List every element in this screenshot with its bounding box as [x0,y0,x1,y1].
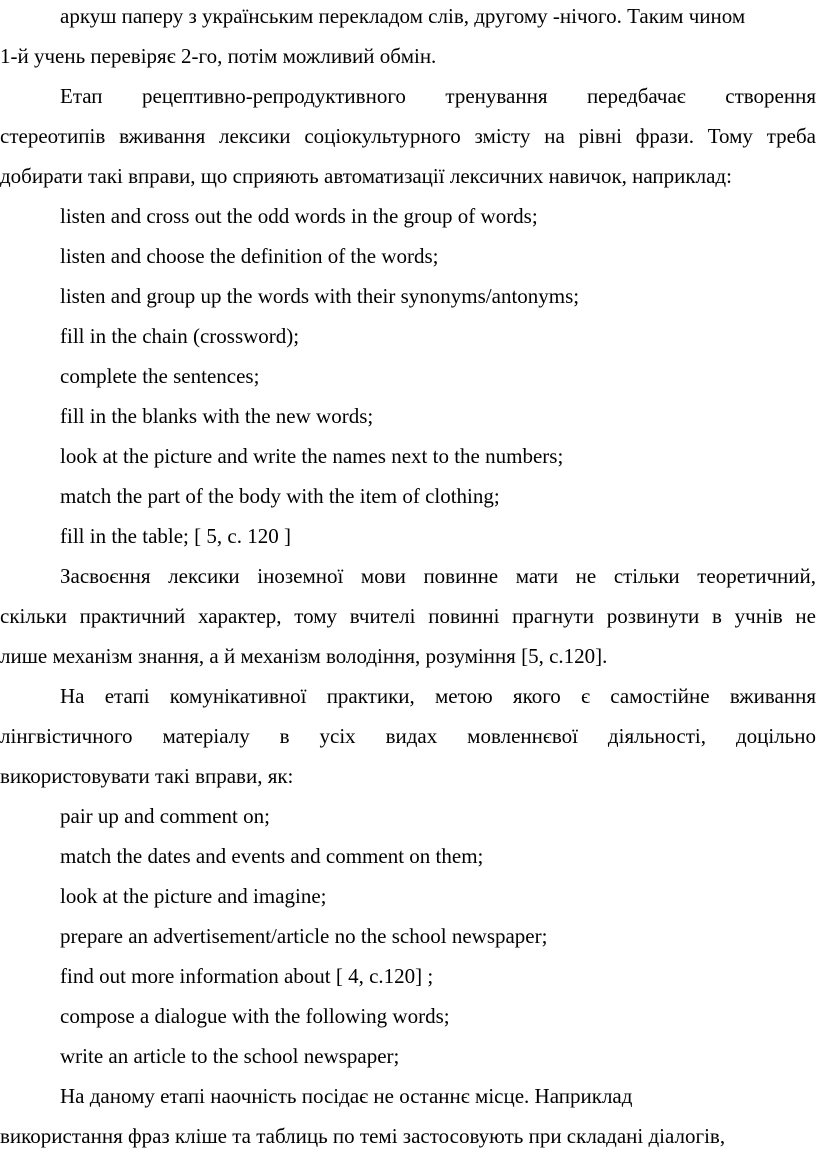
list-item: fill in the chain (crossword); [60,324,300,348]
list-item: match the part of the body with the item of clothing; [60,484,500,508]
text-line: аркуш паперу з українським перекладом слів, другому -нічого. Таким чином [60,4,746,28]
text-line: використання фраз кліше та таблиць по темі застосовують при складані діалогів, [0,1124,726,1148]
text-line: скільки практичний характер, тому вчителі повинні прагнути розвинути в учнів не [0,604,816,628]
list-item: complete the sentences; [60,364,260,388]
list-item: listen and group up the words with their synonyms/antonyms; [60,284,580,308]
text-line: Етап рецептивно-репродуктивного тренування передбачає створення [60,84,816,108]
list-item: listen and choose the definition of the words; [60,244,439,268]
list-item: compose a dialogue with the following words; [60,1004,450,1028]
text-line: 1-й учень перевіряє 2-го, потім можливий обмін. [0,44,437,68]
text-line: Засвоєння лексики іноземної мови повинне мати не стільки теоретичний, [60,564,816,588]
list-item: look at the picture and imagine; [60,884,327,908]
list-item: write an article to the school newspaper; [60,1044,400,1068]
list-item: pair up and comment on; [60,804,270,828]
text-line: добирати такі вправи, що сприяють автоматизації лексичних навичок, наприклад: [0,164,732,188]
list-item: look at the picture and write the names next to the numbers; [60,444,564,468]
list-item: match the dates and events and comment on them; [60,844,484,868]
text-line: На етапі комунікативної практики, метою якого є самостійне вживання [60,684,816,708]
list-item: listen and cross out the odd words in the group of words; [60,204,538,228]
list-item: find out more information about [ 4, c.120] ; [60,964,434,988]
text-line: використовувати такі вправи, як: [0,764,294,788]
list-item: prepare an advertisement/article no the school newspaper; [60,924,548,948]
text-line: стереотипів вживання лексики соціокультурного змісту на рівні фрази. Тому треба [0,124,816,148]
text-line: На даному етапі наочність посідає не останнє місце. Наприклад [60,1084,633,1108]
text-line: лише механізм знання, а й механізм володіння, розуміння [5, с.120]. [0,644,608,668]
text-line: лінгвістичного матеріалу в усіх видах мовленнєвої діяльності, доцільно [0,724,816,748]
list-item: fill in the table; [ 5, c. 120 ] [60,524,291,548]
list-item: fill in the blanks with the new words; [60,404,374,428]
